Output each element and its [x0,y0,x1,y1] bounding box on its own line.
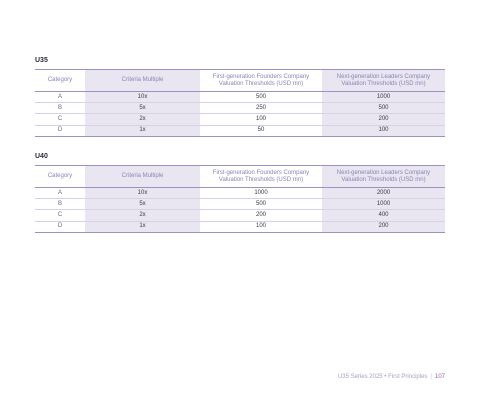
first-gen-cell: 200 [200,210,322,221]
header-next-gen-threshold: Next-generation Leaders Company Valuation Thresholds (USD mn) [322,70,445,92]
multiple-cell: 2x [85,114,200,125]
footer-series-text: U35 Series 2025 • First Principles [337,374,428,380]
header-category: Category [35,70,85,92]
multiple-cell: 5x [85,103,200,114]
category-cell: B [35,199,85,210]
table-row [35,210,445,221]
multiple-cell: 1x [85,125,200,136]
table-row [35,125,445,136]
multiple-cell: 5x [85,199,200,210]
first-gen-cell: 250 [200,103,322,114]
next-gen-cell: 2000 [322,188,445,199]
header-first-gen-threshold: First-generation Founders Company Valuation Thresholds (USD mn) [200,70,322,92]
next-gen-cell: 200 [322,221,445,232]
table-row [35,103,445,114]
next-gen-cell: 400 [322,210,445,221]
header-row [35,166,445,188]
page-footer [338,374,445,380]
table-row [35,199,445,210]
header-criteria-multiple: Criteria Multiple [85,70,200,92]
table-row [35,221,445,232]
header-category: Category [35,166,85,188]
valuation-table-u35 [35,69,445,137]
first-gen-cell: 500 [200,199,322,210]
first-gen-cell: 1000 [200,188,322,199]
table-row [35,188,445,199]
table-row [35,92,445,103]
table-title-u35: U35 [35,57,48,64]
category-cell: C [35,210,85,221]
first-gen-cell: 500 [200,92,322,103]
multiple-cell: 10x [85,92,200,103]
next-gen-cell: 1000 [322,199,445,210]
header-criteria-multiple: Criteria Multiple [85,166,200,188]
category-cell: D [35,221,85,232]
category-cell: D [35,125,85,136]
category-cell: C [35,114,85,125]
category-cell: A [35,92,85,103]
category-cell: B [35,103,85,114]
table-title-u40: U40 [35,153,48,160]
table-row [35,114,445,125]
header-first-gen-threshold: First-generation Founders Company Valuation Thresholds (USD mn) [200,166,322,188]
category-cell: A [35,188,85,199]
first-gen-cell: 100 [200,114,322,125]
next-gen-cell: 1000 [322,92,445,103]
valuation-table-u40 [35,165,445,233]
multiple-cell: 2x [85,210,200,221]
next-gen-cell: 100 [322,125,445,136]
multiple-cell: 1x [85,221,200,232]
multiple-cell: 10x [85,188,200,199]
first-gen-cell: 100 [200,221,322,232]
page-number: 107 [434,374,445,380]
header-row [35,70,445,92]
header-next-gen-threshold: Next-generation Leaders Company Valuation Thresholds (USD mn) [322,166,445,188]
next-gen-cell: 200 [322,114,445,125]
next-gen-cell: 500 [322,103,445,114]
first-gen-cell: 50 [200,125,322,136]
footer-separator: | [430,374,432,380]
